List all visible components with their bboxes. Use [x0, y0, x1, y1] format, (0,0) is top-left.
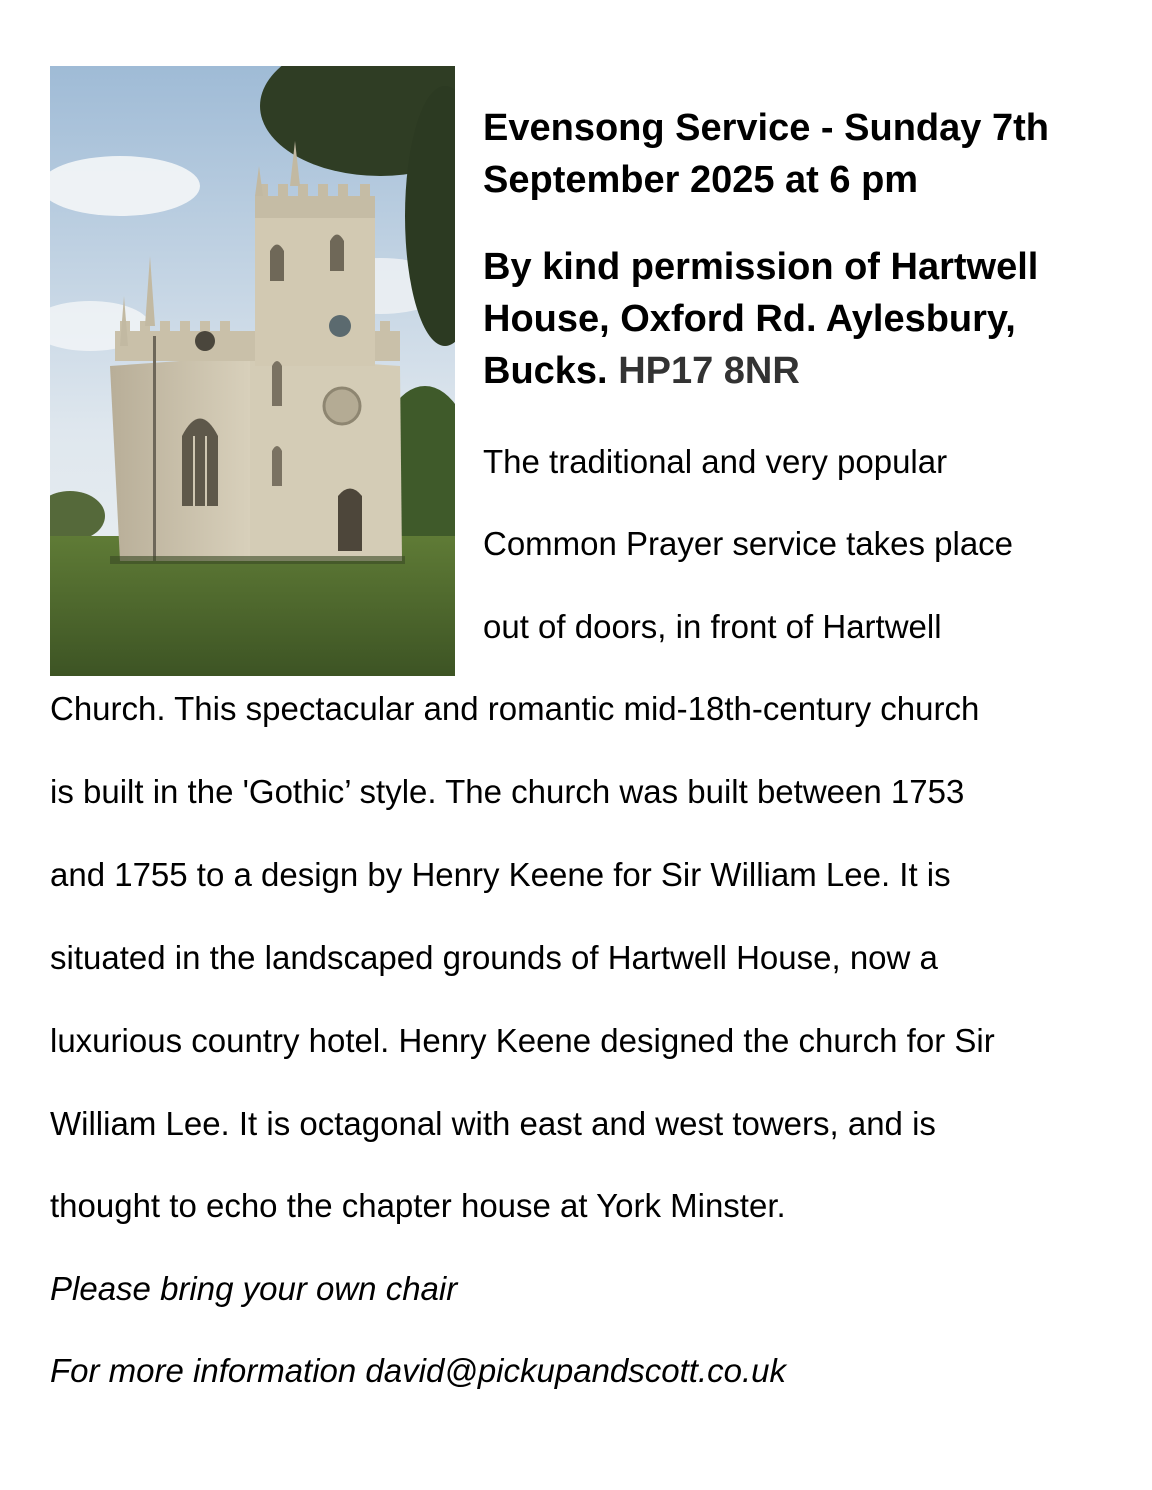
- body-line: is built in the 'Gothic’ style. The church was built between 1753: [50, 773, 965, 810]
- body-line: luxurious country hotel. Henry Keene designed the church for Sir: [50, 1022, 995, 1059]
- body-line: The traditional and very popular: [483, 443, 948, 480]
- body-line: situated in the landscaped grounds of Hartwell House, now a: [50, 939, 938, 976]
- chair-note: Please bring your own chair: [50, 1270, 458, 1307]
- contact-info: For more information david@pickupandscott.co.uk: [50, 1352, 787, 1389]
- body-line: William Lee. It is octagonal with east and west towers, and is: [50, 1105, 936, 1142]
- body-line: Common Prayer service takes place: [483, 525, 1014, 562]
- venue-details: [483, 241, 1123, 397]
- body-line: thought to echo the chapter house at York Minster.: [50, 1187, 786, 1224]
- body-line: and 1755 to a design by Henry Keene for Sir William Lee. It is: [50, 856, 951, 893]
- body-line: Church. This spectacular and romantic mid-18th-century church: [50, 690, 980, 727]
- venue-postcode: HP17 8NR: [618, 350, 800, 392]
- body-line: out of doors, in front of Hartwell: [483, 608, 942, 645]
- venue-address: By kind permission of Hartwell House, Oxford Rd. Aylesbury, Bucks.: [483, 246, 1039, 392]
- church-photo: [50, 66, 455, 676]
- event-title: Evensong Service - Sunday 7th September 2025 at 6 pm: [483, 107, 1049, 201]
